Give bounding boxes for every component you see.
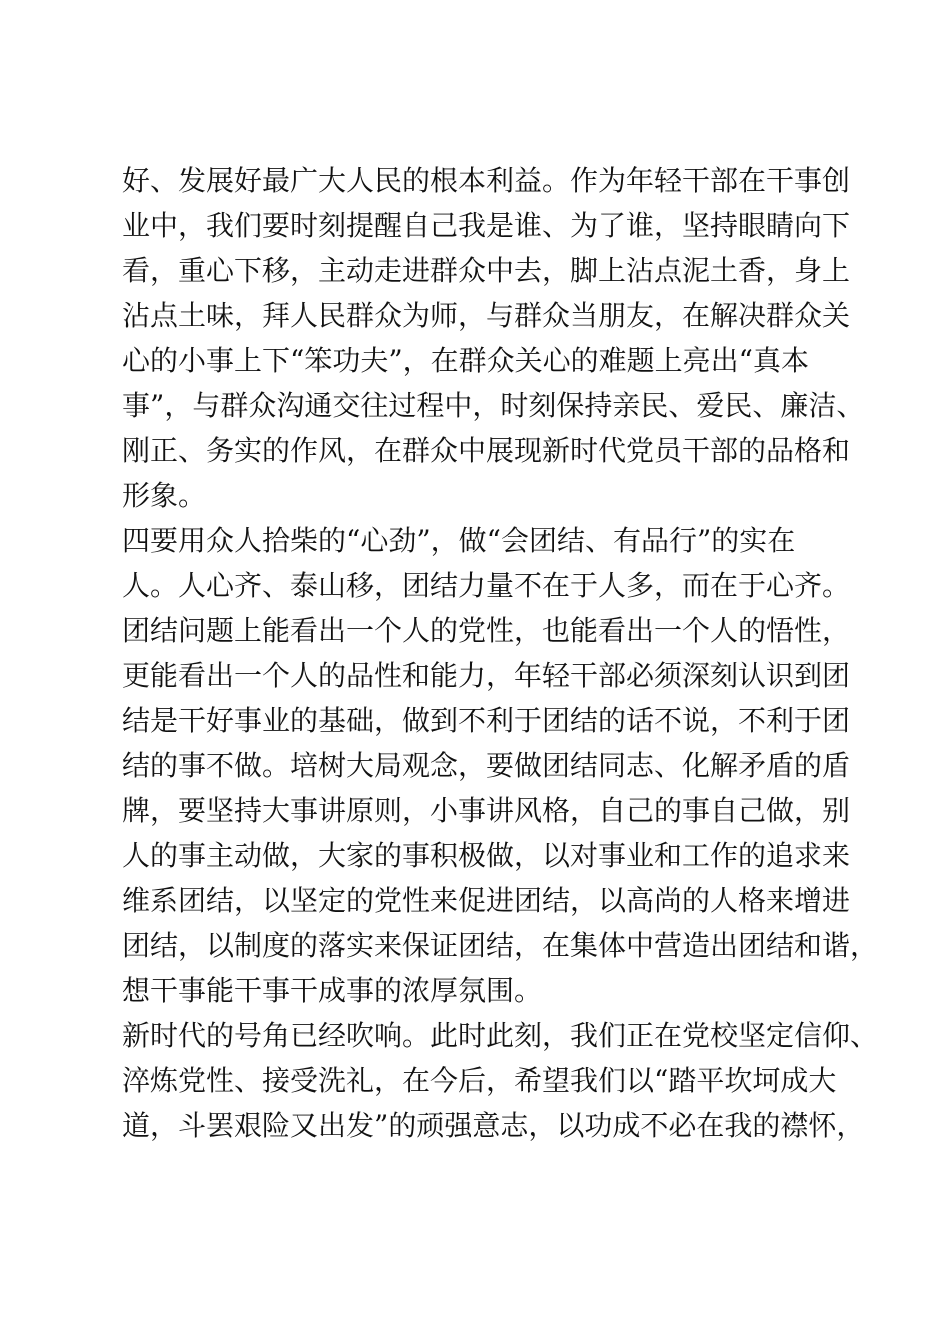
text-line: 淬炼党性、接受洗礼，在今后，希望我们以“踏平坎坷成大 [122, 1064, 837, 1097]
text-line: 结的事不做。培树大局观念，要做团结同志、化解矛盾的盾 [122, 749, 851, 782]
text-line: 团结，以制度的落实来保证团结，在集体中营造出团结和谐， [122, 929, 879, 962]
text-line: 想干事能干事干成事的浓厚氛围。 [122, 974, 543, 1007]
text-line: 结是干好事业的基础，做到不利于团结的话不说，不利于团 [122, 704, 851, 737]
text-line: 人。人心齐、泰山移，团结力量不在于人多，而在于心齐。 [122, 569, 851, 602]
text-line: 沾点土味，拜人民群众为师，与群众当朋友，在解决群众关 [122, 299, 851, 332]
text-line: 四要用众人拾柴的“心劲”，做“会团结、有品行”的实在 [122, 524, 796, 557]
text-line: 好、发展好最广大人民的根本利益。作为年轻干部在干事创 [122, 164, 851, 197]
text-line: 看，重心下移，主动走进群众中去，脚上沾点泥土香，身上 [122, 254, 851, 287]
text-line: 团结问题上能看出一个人的党性，也能看出一个人的悟性， [122, 614, 851, 647]
text-line: 形象。 [122, 479, 207, 512]
text-line: 业中，我们要时刻提醒自己我是谁、为了谁，坚持眼睛向下 [122, 209, 851, 242]
text-line: 人的事主动做，大家的事积极做，以对事业和工作的追求来 [122, 839, 851, 872]
text-line: 道，斗罢艰险又出发”的顽强意志，以功成不必在我的襟怀， [122, 1109, 865, 1142]
document-body [122, 158, 879, 1148]
text-line: 新时代的号角已经吹响。此时此刻，我们正在党校坚定信仰、 [122, 1019, 879, 1052]
text-line: 牌，要坚持大事讲原则，小事讲风格，自己的事自己做，别 [122, 794, 851, 827]
text-line: 刚正、务实的作风，在群众中展现新时代党员干部的品格和 [122, 434, 851, 467]
text-line: 更能看出一个人的品性和能力，年轻干部必须深刻认识到团 [122, 659, 851, 692]
text-line: 事”，与群众沟通交往过程中，时刻保持亲民、爱民、廉洁、 [122, 389, 865, 422]
text-line: 心的小事上下“笨功夫”，在群众关心的难题上亮出“真本 [122, 344, 809, 377]
text-line: 维系团结，以坚定的党性来促进团结，以高尚的人格来增进 [122, 884, 851, 917]
